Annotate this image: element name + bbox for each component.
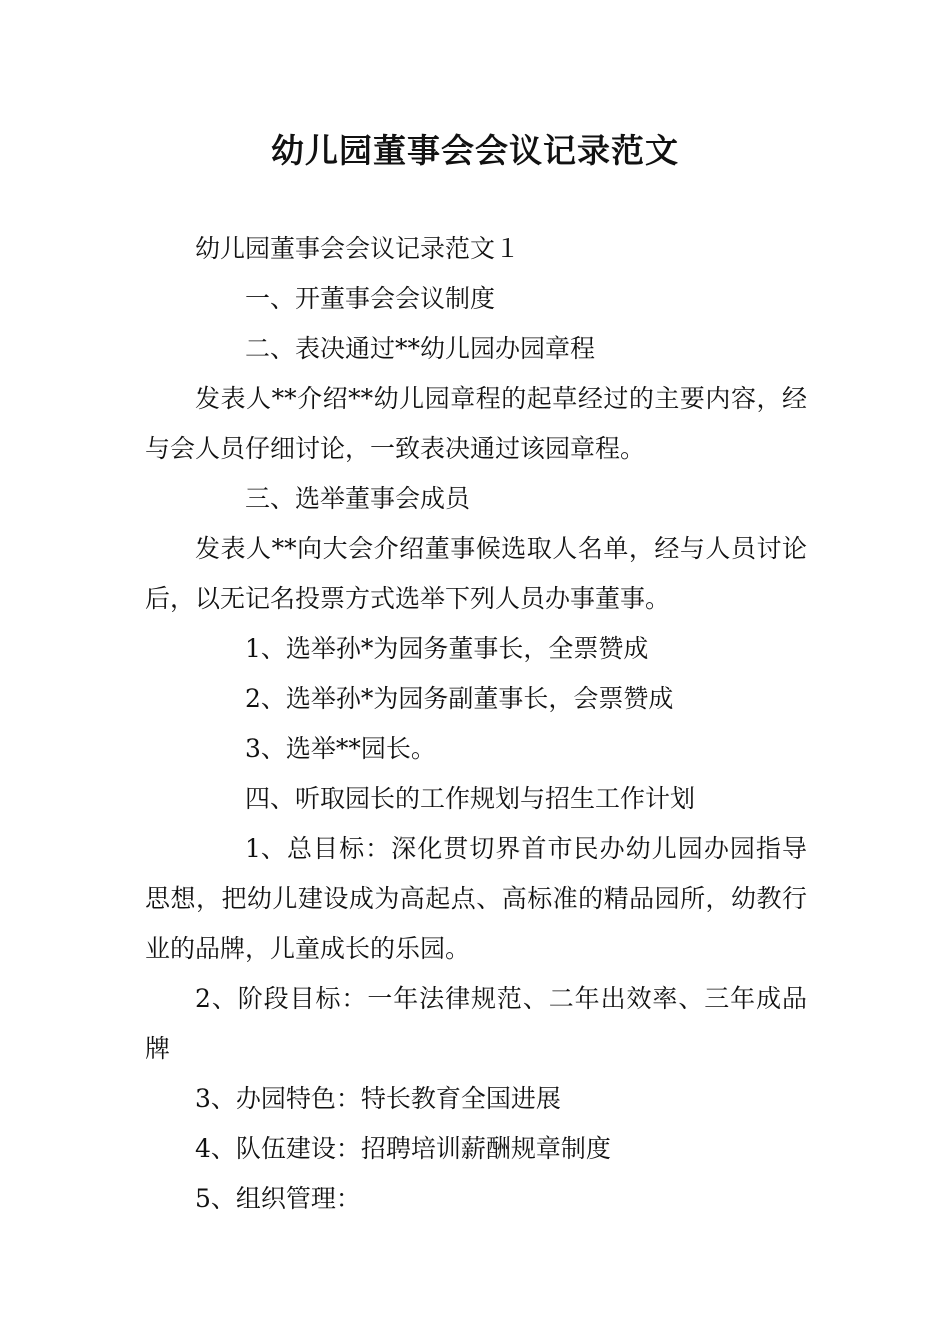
document-title: 幼儿园董事会会议记录范文	[271, 131, 679, 170]
section-number: 一、	[245, 284, 296, 313]
paragraph-text: 幼儿园董事会会议记录范文１	[195, 234, 521, 263]
list-item-goal	[145, 824, 807, 974]
list-number: 1、	[245, 634, 286, 663]
section-heading-1	[145, 274, 807, 324]
section-number: 三、	[245, 484, 296, 513]
body-paragraph	[145, 374, 807, 474]
paragraph-text: 发表人**介绍**幼儿园章程的起草经过的主要内容，经与会人员仔细讨论，一致表决通过该园章程。	[145, 384, 807, 463]
paragraph-text: 发表人**向大会介绍董事候选取人名单，经与人员讨论后，以无记名投票方式选举下列人员办事董事。	[145, 534, 807, 613]
paragraph-text: 4、队伍建设：招聘培训薪酬规章制度	[195, 1134, 611, 1163]
list-number: 3、	[245, 734, 286, 763]
list-item-text: 选举孙*为园务副董事长，会票赞成	[285, 684, 674, 713]
section-heading-text: 选举董事会成员	[295, 484, 471, 513]
section-heading-text: 开董事会会议制度	[295, 284, 496, 313]
section-heading-2	[145, 324, 807, 374]
list-item-2	[145, 674, 807, 724]
section-heading-4	[145, 774, 807, 824]
list-item-management	[145, 1174, 807, 1224]
section-number: 四、	[245, 784, 296, 813]
list-item-text: 总目标：深化贯切界首市民办幼儿园办园指导思想，把幼儿建设成为高起点、高标准的精品园所，幼教行业的品牌，儿童成长的乐园。	[145, 834, 807, 963]
body-paragraph	[145, 524, 807, 624]
list-item-3	[145, 724, 807, 774]
list-item-feature	[145, 1074, 807, 1124]
list-number: 2、	[245, 684, 286, 713]
list-item-team	[145, 1124, 807, 1174]
document-body	[145, 224, 807, 1224]
section-heading-text: 表决通过**幼儿园办园章程	[295, 334, 596, 363]
list-item-1	[145, 624, 807, 674]
list-item-stage	[145, 974, 807, 1074]
paragraph-subtitle	[145, 224, 807, 274]
list-item-text: 选举**园长。	[285, 734, 436, 763]
paragraph-text: 2、阶段目标：一年法律规范、二年出效率、三年成品牌	[145, 984, 807, 1063]
list-number: 1、	[245, 834, 286, 863]
section-heading-3	[145, 474, 807, 524]
section-heading-text: 听取园长的工作规划与招生工作计划	[295, 784, 696, 813]
section-number: 二、	[245, 334, 296, 363]
paragraph-text: 5、组织管理：	[195, 1184, 361, 1213]
list-item-text: 选举孙*为园务董事长，全票赞成	[285, 634, 649, 663]
paragraph-text: 3、办园特色：特长教育全国进展	[195, 1084, 561, 1113]
